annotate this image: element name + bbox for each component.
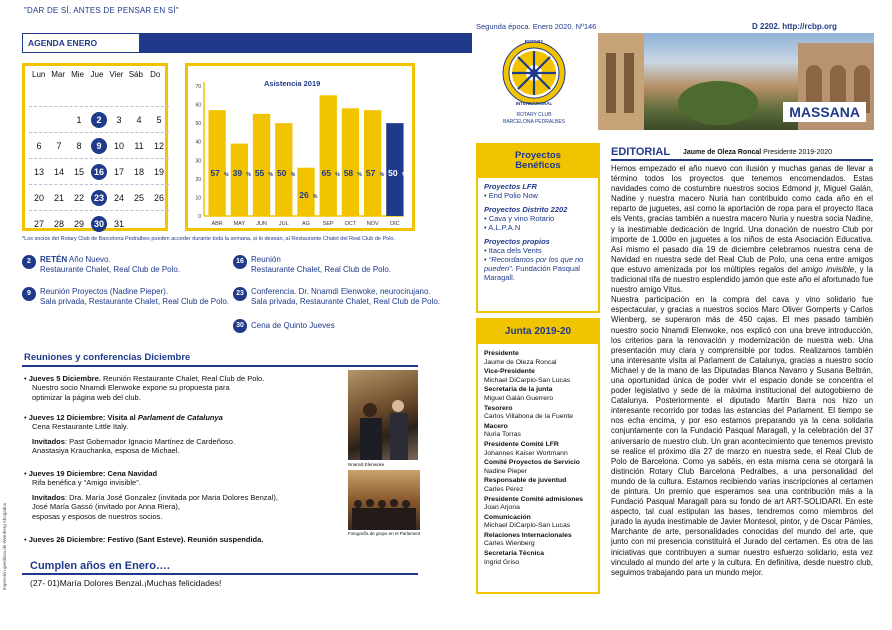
calendar-day: 19 (153, 166, 164, 177)
invitados-label: Invitados (32, 436, 65, 446)
junta-name: Michael DiCarpio-San Lucas (484, 376, 571, 384)
junta-role: Secretaria de la junta (484, 386, 553, 394)
event-day-badge: 30 (233, 319, 247, 333)
proyecto-item: • “Recordamos por los que no pueden”. Fundación Pasqual Maragall. (484, 255, 584, 282)
cumple-title: Cumplen años en Enero…. (30, 560, 170, 572)
event-title: RETÉN (40, 255, 68, 264)
bar-value-label: 57 (210, 168, 220, 178)
event-rest: Conferencia. Dr. Nnamdi Elenwoke, neurocirujano. (251, 287, 431, 296)
logo-text-bottom: INTERNATIONAL (515, 101, 553, 106)
junta-role: Secretaría Técnica (484, 550, 545, 558)
bar-percent-sign: % (246, 172, 251, 178)
invitados-text: : Past Gobernador Ignacio Martínez de Cardeñoso. (64, 436, 236, 446)
calendar-day: 4 (136, 114, 142, 125)
junta-member (484, 514, 592, 531)
reunion-date: Jueves 19 Diciembre: Cena Navidad (28, 469, 158, 478)
x-category-label: NOV (366, 221, 379, 227)
junta-role: Relaciones Internacionales (484, 531, 572, 539)
junta-member (484, 350, 592, 367)
calendar-day: 16 (91, 164, 107, 180)
bar-value-label: 50 (277, 168, 287, 178)
bar-value-label: 50 (388, 168, 398, 178)
attendance-chart-svg (188, 66, 412, 228)
issue-info: Segunda época. Enero 2020. Nº146 (476, 22, 597, 31)
calendar (22, 63, 168, 231)
calendar-day: 3 (116, 114, 122, 125)
person-silhouette-icon (348, 370, 418, 460)
junta-role: Comunicación (484, 513, 531, 521)
junta-name: Johannes Kaiser Wortmann (484, 449, 568, 457)
event-rest: Reunión Proyectos (Nadine Pieper). (40, 287, 169, 296)
y-tick-label: 60 (195, 102, 201, 109)
calendar-day: 14 (53, 166, 64, 177)
junta-name: Ingrid Griso (484, 558, 520, 566)
junta-role: Comité Proyectos de Servicio (484, 459, 580, 467)
weekday-label: Jue (90, 70, 104, 79)
junta-role: Vice-Presidente (484, 368, 535, 376)
junta-member (484, 550, 592, 567)
event-text (251, 287, 471, 307)
invitados-line: José María Gassó (invitado por Anna Riera), (32, 502, 180, 512)
bar-sep (320, 95, 337, 216)
junta-role: Macero (484, 422, 508, 430)
chart-title: Asistencia 2019 (264, 79, 321, 88)
attendance-chart (185, 63, 415, 231)
editorial-p1-tail: , y la tradicional rifa de nuestro esplendido jamón que este año el afortunado fue nuestro amigo Vitus. (611, 264, 873, 295)
calendar-day: 11 (134, 140, 144, 151)
photo-caption: Nnamdi Elenwoke (348, 462, 385, 467)
calendar-week (29, 158, 169, 184)
calendar-grid (29, 106, 169, 236)
calendar-day: 9 (91, 138, 107, 154)
bar-percent-sign: % (379, 172, 385, 178)
junta-member (484, 477, 592, 494)
junta-name: Miguel Galán Guerrero (484, 394, 554, 402)
x-category-label: DIC (390, 221, 400, 227)
bar-percent-sign: % (313, 194, 318, 200)
calendar-day: 18 (133, 166, 144, 177)
calendar-day: 26 (153, 192, 164, 203)
weekday-label: Do (150, 70, 161, 79)
calendar-day: 23 (91, 190, 107, 206)
club-name-1: ROTARY CLUB (516, 112, 552, 118)
invitados-text: : Dra. María José Gonzalez (invitada por Maria Dolores Benzal), (64, 492, 278, 502)
junta-name: Nadine Pieper (484, 467, 528, 475)
editorial-p1-italic: amigo invisible (801, 264, 855, 274)
calendar-day: 10 (113, 140, 124, 151)
editorial-title: EDITORIAL (611, 146, 671, 158)
calendar-week (29, 184, 169, 210)
proyecto-item: • A.L.P.A.N (484, 223, 521, 232)
bar-value-label: 57 (365, 168, 376, 178)
reunion-text: Reunión Restaurante Chalet, Real Club de Polo. (100, 374, 265, 383)
calendar-day (129, 216, 149, 232)
banner-title: MASSANA (783, 102, 866, 122)
y-tick-label: 40 (195, 139, 201, 146)
event-rest: Reunión (251, 255, 281, 264)
junta-role: Tesorero (484, 404, 513, 412)
calendar-day: 8 (76, 140, 82, 151)
calendar-day: 27 (33, 218, 44, 229)
event-day-badge: 23 (233, 287, 247, 301)
calendar-day: 22 (73, 192, 84, 203)
invitados-label: Invitados (32, 492, 65, 502)
bar-percent-sign: % (290, 172, 296, 178)
bar-percent-sign: % (401, 172, 407, 178)
logo-block (476, 33, 596, 130)
calendar-day: 5 (156, 114, 162, 125)
bar-value-label: 55 (254, 168, 265, 178)
calendar-day: 13 (33, 166, 44, 177)
cloister-banner (598, 33, 874, 130)
group-photo-icon (348, 470, 420, 530)
bar-may (231, 144, 248, 216)
club-name-2: BARCELONA PEDRALBES (503, 119, 565, 125)
invitados-line: esposas y esposos de nuestros socios. (32, 511, 163, 521)
reunion-line: Rifa benéfica y “Amigo invisible”. (32, 478, 141, 488)
reunion-line: Cena Restaurante Little Italy. (32, 422, 129, 432)
proyecto-heading: Proyectos LFR (484, 182, 537, 191)
club-note: *Los socios del Rotary Club de Barcelona Pedralbes pueden acceder durante toda la semana, si lo desean, al Restaurante Chalet del Real Club de Polo. (22, 236, 396, 242)
vertical-credit: Impresión gentileza de Weinberg Abogados (2, 503, 7, 590)
photo-group-parlament (348, 470, 420, 530)
bar-percent-sign: % (224, 172, 229, 178)
cumple-text: (27- 01)María Dolores Benzal.¡Muchas felicidades! (30, 578, 222, 588)
calendar-day: 20 (33, 192, 44, 203)
calendar-day (29, 112, 49, 128)
photo-nnamdi (348, 370, 418, 460)
reunion-item: • Jueves 12 Diciembre: Visita al Parlament de Catalunya Cena Restaurante Little Italy. Invitados: Past Gobernador Ignacio Martínez de Cardeñoso. Anastasiya Krauchanka, esposa de Michael. (24, 413, 236, 456)
bar-percent-sign: % (335, 172, 340, 178)
junta-name: Jaume de Oleza Roncal (484, 358, 557, 366)
event-text (40, 287, 255, 307)
editorial-byline (683, 149, 832, 156)
district-url[interactable]: D 2202. http://rcbp.org (752, 22, 837, 31)
proyecto-item: • Cava y vino Rotario (484, 214, 555, 223)
logo-text-top: ROTARY (524, 39, 544, 44)
event-day-badge: 2 (22, 255, 36, 269)
junta-name: Joan Arjona (484, 504, 520, 512)
y-tick-label: 0 (198, 214, 201, 220)
bar-percent-sign: % (357, 172, 362, 178)
calendar-day: 29 (73, 218, 84, 229)
proyecto-item: • End Polio Now (484, 191, 538, 200)
calendar-day: 6 (36, 140, 42, 151)
reunion-date: Jueves 26 Diciembre: Festivo (Sant Esteve). Reunión suspendida. (28, 535, 264, 544)
proyecto-heading: Proyectos propios (484, 237, 550, 246)
calendar-day: 21 (53, 192, 64, 203)
junta-member (484, 405, 592, 422)
junta-member (484, 423, 592, 440)
calendar-day: 2 (91, 112, 107, 128)
bar-abr (208, 110, 225, 216)
calendar-day: 28 (53, 218, 64, 229)
y-tick-label: 20 (195, 176, 201, 183)
event-text (251, 255, 451, 275)
photo-caption: Fotografía de grupo en el Parlament (348, 531, 421, 536)
reunion-item: • Jueves 26 Diciembre: Festivo (Sant Esteve). Reunión suspendida. (24, 535, 264, 544)
event-rest: Año Nuevo. (67, 255, 111, 264)
weekday-label: Mie (71, 70, 84, 79)
junta-member (484, 496, 592, 513)
junta-member (484, 441, 592, 458)
calendar-day: 25 (133, 192, 144, 203)
junta-role: Presidente Comité admisiones (484, 495, 583, 503)
junta-role: Presidente Comité LFR (484, 440, 559, 448)
editorial-author: Jaume de Oleza Roncal (683, 149, 762, 156)
calendar-day: 30 (91, 216, 107, 232)
weekday-label: Sáb (128, 70, 143, 79)
event-location: Restaurante Chalet, Real Club de Polo. (251, 265, 392, 274)
y-tick-label: 70 (195, 84, 201, 90)
calendar-day: 24 (113, 192, 124, 203)
event-text (40, 255, 230, 275)
x-category-label: SEP (322, 221, 334, 227)
x-category-label: MAY (233, 221, 246, 227)
editorial-p2: Nuestra participación en la compra del cava y vino solidario fue espectacular, y gracias a nuestros socios Marc Oliver Gomperts y Carlos Wienberg, se superaron más de 450 cajas. El mes pasado también nuestro socio Nnamdi Elenwoke, nos explicó con una breve introducción, los criterios para la renovación y modernización de nuestra web. Una presentación muy clara y comprensible por todos. Realizamos también una interesante visita al Parlament de Catalunya, gracias a nuestro socio Michael y de la mano de las Diputadas Blanca Navarro y Susana Beltrán, una oportunidad única de poder vivir el espacio donde se concentra el poder legislativo y sede de la máxima institucional del autogobierno de Catalunya. Posteriormente el diputado Martín Barra nos hizo un interesante recorrido por todas las estancias del Parlament. El tiempo se nos echa encima, y por eso estamos preparando ya la cena solidaria conjuntamente con la Fundació Pasqual Maragall, y la celebración del 37 aniversario de nuestro club. Un gran acontecimiento que tenemos previsto se realice el próximo día 27 de marzo en nuestra sede, el Real Club de Polo de Barcelona. Como ya sabéis, en esta misma cena se otorgará la distinción Rotary Club Barcelona Pedralbes, a una personalidad del mundo de la cultura. Estamos recibiendo varias inscripciones al certamen de pintura. Un premio que esperamos sea una contribución más a la Fundació Pasqual Maragall para su fondo de art ART-SOLIDARI. En este aspecto, tal cual estipulan las bases, tendremos como miembros del jurado la ayuda inestimable de Javier Montesol, pintor, y de Oscar Pàmies, Marchante de arte, personalidades conocidas del mundo del arte, que junto con mi presencia constituirá el Jurado del certamen. Es otra de las iniciativas que contribuyen a sumar nuestro esfuerzo solidario, esta vez vinculado al mundo del arte y la cultura. En definitiva, desde nuestro club, seguimos trabajando para un mundo mejor. (611, 295, 873, 577)
event-location: Sala privada, Restaurante Chalet, Real Club de Polo. (251, 297, 440, 306)
calendar-day (49, 112, 69, 128)
invitados-line: Anastasiya Krauchanka, esposa de Michael. (32, 446, 180, 456)
x-category-label: AG (302, 221, 310, 227)
weekday-label: Vier (109, 70, 124, 79)
junta-name: Carles Wienberg (484, 540, 535, 548)
calendar-day: 12 (153, 140, 164, 151)
editorial-role: Presidente 2019-2020 (761, 149, 833, 156)
junta-name: Carlos Villabona de la Fuente (484, 413, 574, 421)
calendar-day: 1 (76, 114, 82, 125)
weekday-label: Lun (32, 70, 46, 79)
x-category-label: JUL (278, 221, 289, 227)
editorial-p1: Hemos empezado el año nuevo con ilusión y muchas ganas de llevar a término todos los proyectos que tenemos encomendados. Estas navidades como de costumbre nuestros socios Edmond jr, Miguel Galán, Nadine y nuestra macero Nuria han contribuido como cada año en el reparto de juguetes, así como la aportación de ropa para el proyecto Itaca els Vents, gracias también a nuestra macero Nuria y nuestra socia Nadine, y la inestimable dedicación de Ingrid. Una donación de nuestro Club por importe de 1.000¤ en juguetes a los niños de esta Asociación Educativa. Así mismo el pasado día 19 de diciembre celebramos nuestra cena de Navidad en nuestra sede del Real Club de Polo, una cena entre amigos que estuvo amenizada por los múltiples regalos del (611, 164, 873, 274)
bar-value-label: 58 (343, 168, 354, 178)
y-tick-label: 10 (195, 195, 201, 202)
cumple-divider (22, 573, 418, 575)
calendar-day: 31 (113, 218, 124, 229)
slogan: "DAR DE SÍ, ANTES DE PENSAR EN SÍ" (24, 6, 179, 15)
agenda-header (22, 33, 472, 53)
reunion-date: Jueves 5 Diciembre. (28, 374, 101, 383)
agenda-title: AGENDA ENERO (23, 34, 139, 52)
event-location: Restaurante Chalet, Real Club de Polo. (40, 265, 181, 274)
junta-role: Responsable de juventud (484, 477, 567, 485)
junta-title: Junta 2019-20 (478, 320, 598, 344)
x-category-label: JUN (256, 221, 267, 227)
junta-member (484, 368, 592, 385)
calendar-week (29, 210, 169, 236)
junta-box (476, 318, 600, 594)
junta-list (478, 344, 598, 574)
calendar-day (149, 216, 169, 232)
calendar-week (29, 106, 169, 132)
y-tick-label: 50 (195, 121, 201, 128)
bar-percent-sign: % (268, 172, 274, 178)
proyecto-heading: Proyectos Distrito 2202 (484, 205, 568, 214)
bar-oct (342, 108, 359, 216)
reunion-line: optimizar la página web del club. (32, 392, 141, 402)
reuniones-divider (22, 365, 418, 367)
proyectos-title: Proyectos Benéficos (478, 145, 598, 178)
junta-name: Carles Pérez (484, 485, 524, 493)
agenda-bar-fill (139, 34, 471, 52)
calendar-day: 15 (73, 166, 84, 177)
proyecto-item: • Itaca dels Vents (484, 246, 542, 255)
event-day-badge: 9 (22, 287, 36, 301)
reunion-line: Nuestro socio Nnamdi Elenwoke expone su propuesta para (32, 383, 230, 393)
bar-value-label: 65 (321, 168, 331, 178)
bar-nov (364, 110, 381, 216)
junta-name: Nuria Torras (484, 431, 521, 439)
calendar-day: 17 (113, 166, 124, 177)
event-rest: Cena de Quinto Jueves (251, 321, 335, 330)
editorial-divider (611, 159, 873, 161)
x-category-label: OCT (344, 221, 357, 227)
calendar-weekdays (25, 66, 165, 79)
editorial-body (611, 164, 873, 578)
proyectos-list (478, 178, 598, 286)
reuniones-title: Reuniones y conferencias Diciembre (24, 352, 191, 363)
reunion-italic: Parlament de Catalunya (137, 413, 223, 422)
junta-name: Michael DiCarpio-San Lucas (484, 522, 571, 530)
event-location: Sala privada, Restaurante Chalet, Real Club de Polo. (40, 297, 229, 306)
junta-member (484, 386, 592, 403)
proyectos-box (476, 143, 600, 313)
reunion-date: Jueves 12 Diciembre: Visita al (28, 413, 138, 422)
event-day-badge: 16 (233, 255, 247, 269)
event-text (251, 321, 451, 331)
weekday-label: Mar (51, 70, 66, 79)
bar-jun (253, 114, 270, 216)
reunion-item: • Jueves 5 Diciembre. Reunión Restaurante Chalet, Real Club de Polo. Nuestro socio Nnamdi Elenwoke expone su propuesta para optimizar la página web del club. (24, 374, 265, 402)
y-tick-label: 30 (195, 158, 201, 165)
junta-member (484, 532, 592, 549)
junta-member (484, 459, 592, 476)
calendar-day: 7 (56, 140, 62, 151)
x-category-label: ABR (211, 221, 223, 227)
bar-value-label: 39 (232, 168, 243, 178)
junta-role: Presidente (484, 350, 519, 357)
bar-value-label: 26 (299, 190, 309, 200)
calendar-week (29, 132, 169, 158)
reunion-item: • Jueves 19 Diciembre: Cena Navidad Rifa benéfica y “Amigo invisible”. Invitados: Dra. María José Gonzalez (invitada por Maria Dolores Benzal), José María Gassó (invitado por Anna Riera), esposas y esposos de nuestros socios. (24, 469, 278, 521)
